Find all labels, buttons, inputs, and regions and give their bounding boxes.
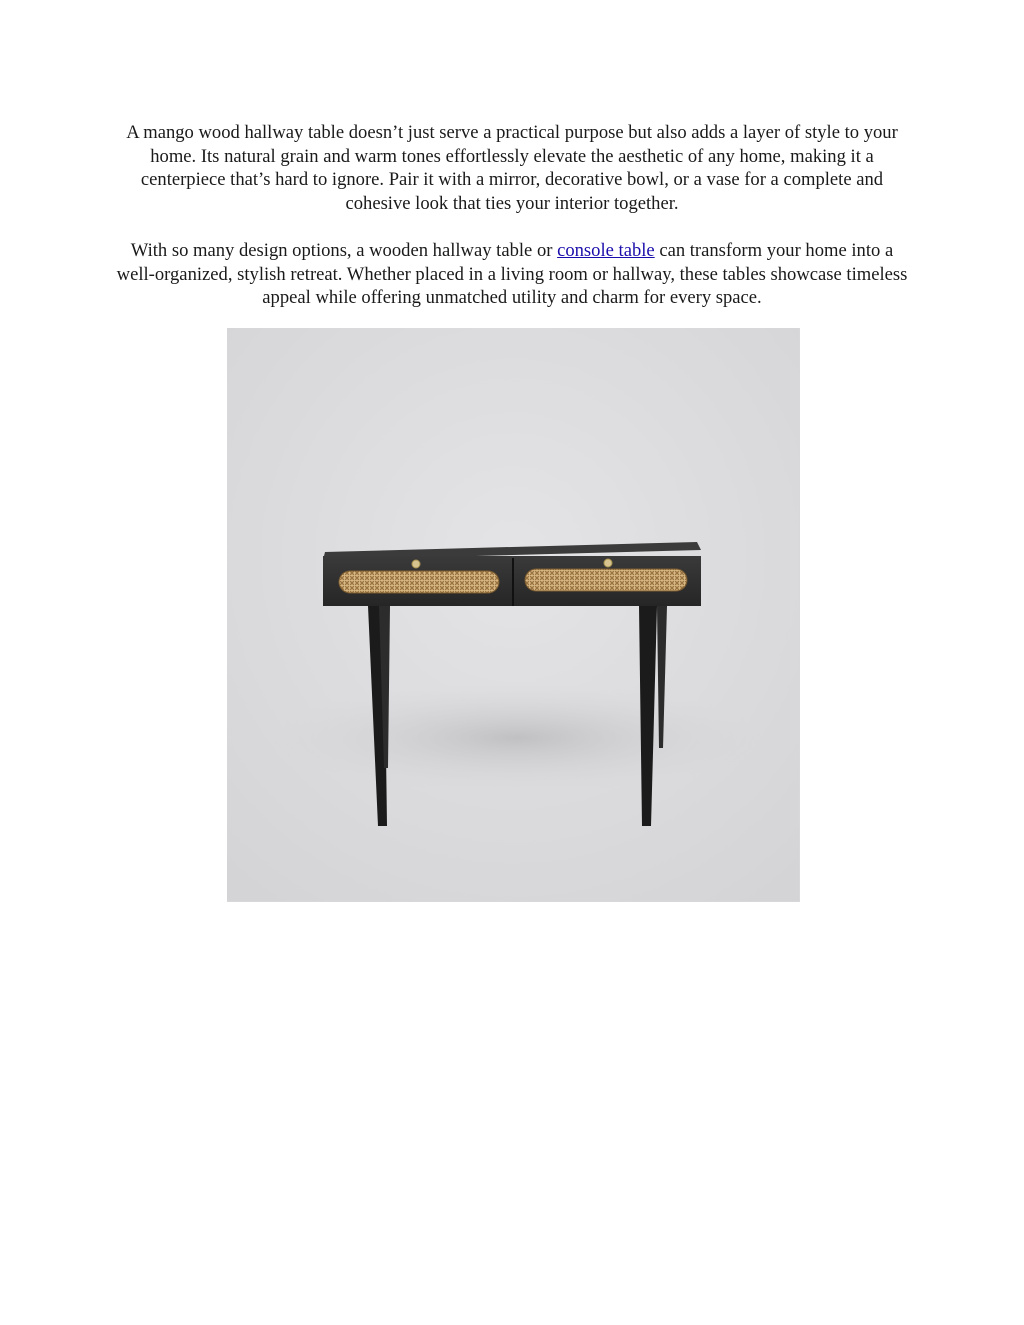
design-options-text-after: can transform your home into a well-organized, stylish retreat. Whether placed in a living room or hallway, these tables showcase timeless appeal while offering unmatched utility and charm for every space.	[116, 240, 908, 309]
right-drawer-cane-panel	[525, 569, 687, 591]
design-options-text-before: With so many design options, a wooden hallway table or	[130, 240, 558, 261]
product-photo	[227, 328, 800, 902]
intro-paragraph-text: A mango wood hallway table doesn’t just serve a practical purpose but also adds a layer of style to your home. Its natural grain and warm tones effortlessly elevate the aesthetic of any home, making it a centerpiece that’s hard to ignore. Pair it with a mirror, decorative bowl, or a vase for a complete and cohesive look that ties your interior together.	[126, 122, 898, 214]
black-console-table-icon	[227, 328, 800, 902]
left-drawer-knob	[412, 560, 420, 568]
right-drawer-knob	[604, 559, 612, 567]
console-table-link[interactable]: console table	[557, 240, 655, 261]
floor-shadow	[267, 683, 767, 793]
left-drawer-cane-panel	[339, 571, 499, 593]
photo-background	[227, 328, 800, 902]
design-options-paragraph	[112, 239, 912, 310]
intro-paragraph	[112, 121, 912, 215]
